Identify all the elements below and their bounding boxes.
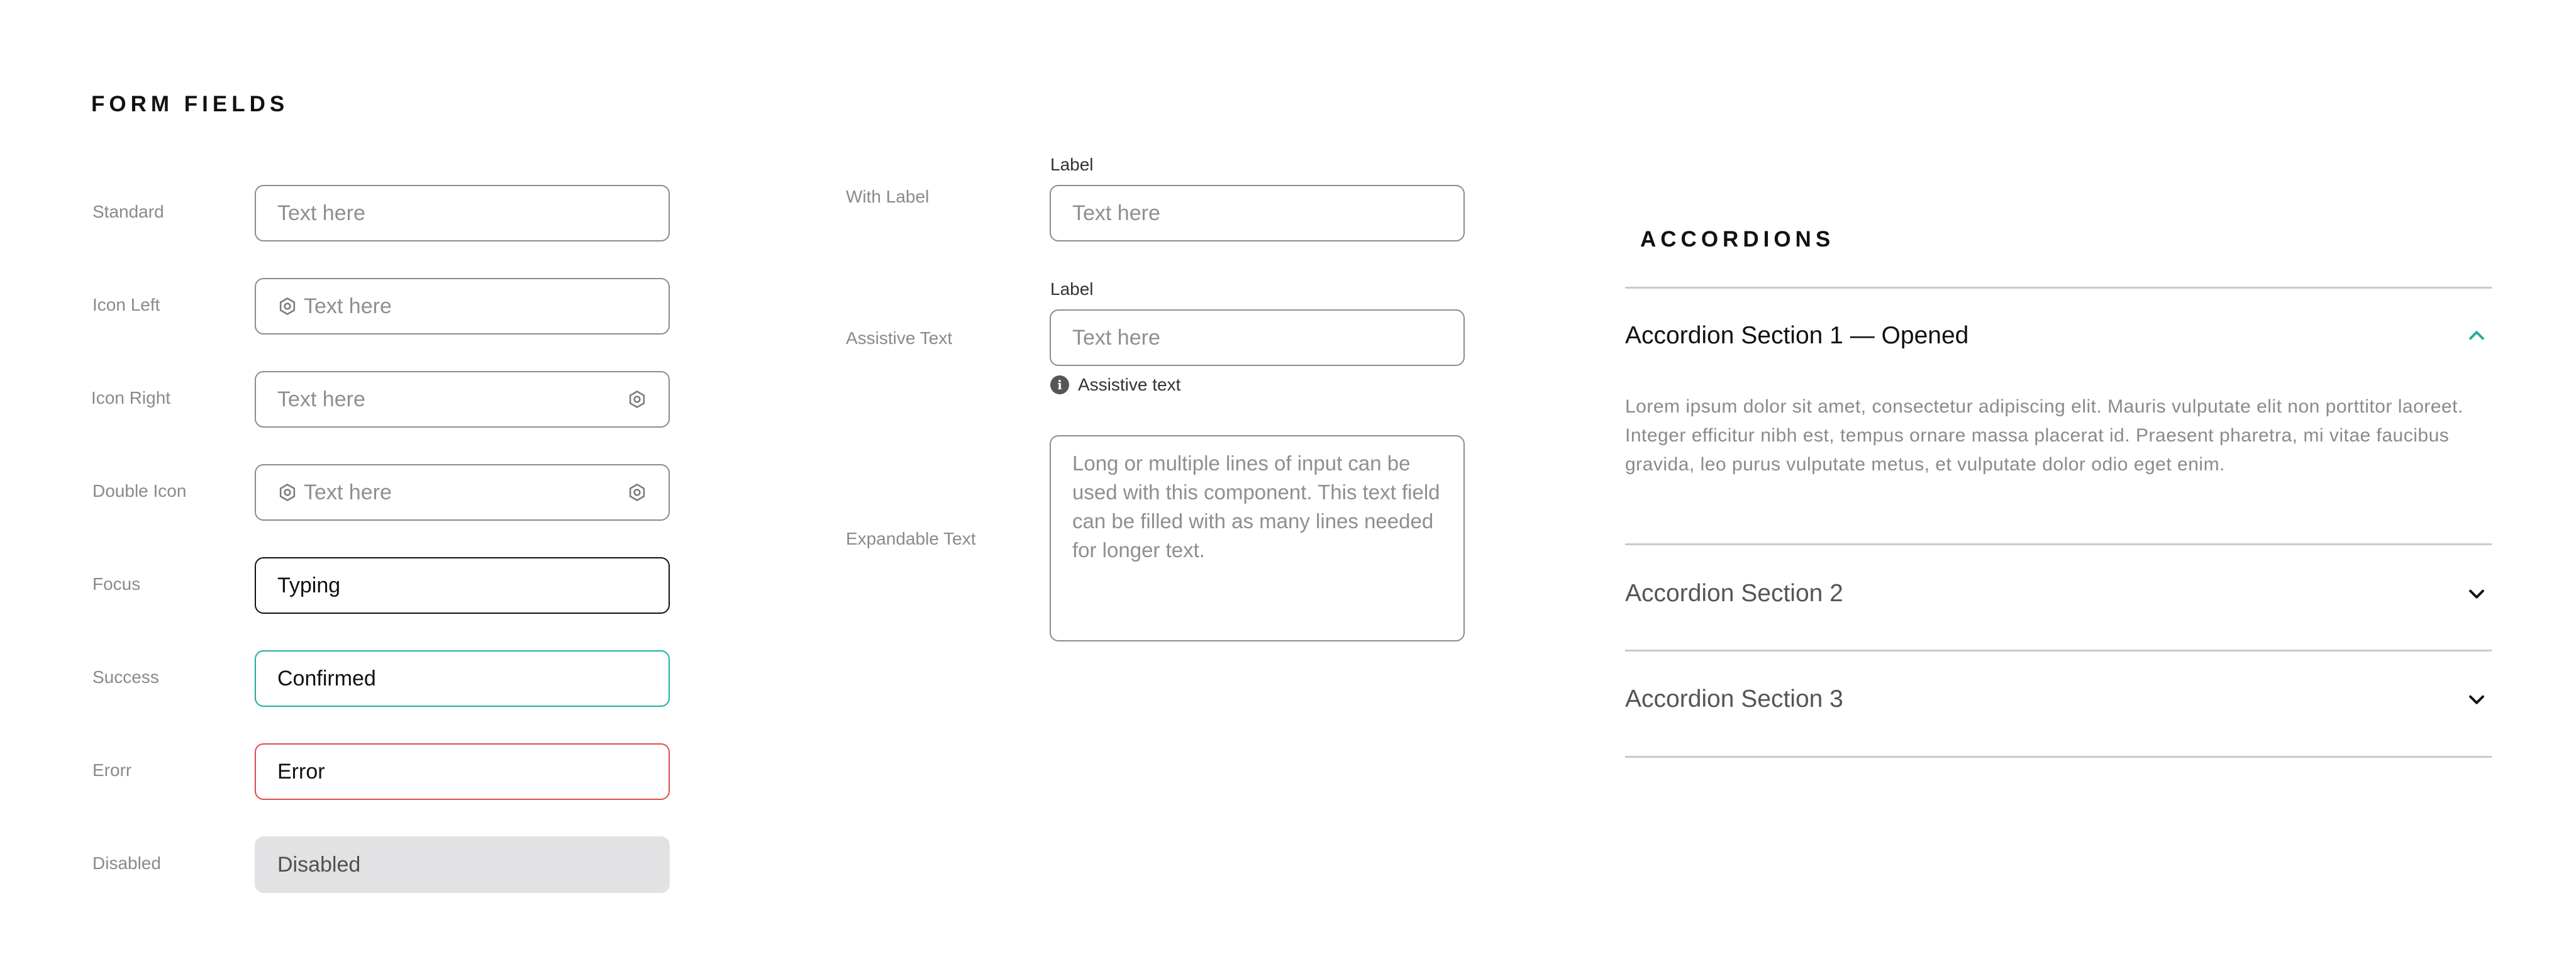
accordion-divider bbox=[1625, 287, 2492, 289]
accordion-section-1-title: Accordion Section 1 — Opened bbox=[1625, 322, 1969, 349]
accordion-section-2-title: Accordion Section 2 bbox=[1625, 580, 1843, 607]
disabled-input-text: Disabled bbox=[277, 852, 361, 877]
icon-left-input-text: Text here bbox=[304, 294, 392, 318]
assistive-input-text: Text here bbox=[1072, 325, 1160, 350]
focus-input[interactable] bbox=[255, 557, 670, 614]
assistive-text bbox=[1050, 375, 1180, 395]
field-label: Label bbox=[1050, 279, 1094, 299]
row-label-with-label: With Label bbox=[846, 187, 930, 206]
row-label-error: Erorr bbox=[92, 760, 132, 780]
row-label-success: Success bbox=[92, 667, 159, 687]
double-icon-input-text: Text here bbox=[304, 480, 392, 504]
settings-hexagon-icon[interactable] bbox=[627, 482, 647, 502]
disabled-input bbox=[255, 836, 670, 893]
accordions-heading: ACCORDIONS bbox=[1640, 227, 1835, 252]
settings-hexagon-icon bbox=[277, 296, 297, 316]
accordion-section-3-title: Accordion Section 3 bbox=[1625, 685, 1843, 713]
error-input[interactable] bbox=[255, 743, 670, 800]
with-label-input[interactable] bbox=[1050, 185, 1465, 241]
accordion-section-3-header[interactable] bbox=[1625, 685, 2492, 713]
accordion-section-1-header[interactable] bbox=[1625, 322, 2492, 350]
row-label-double-icon: Double Icon bbox=[92, 481, 187, 501]
standard-input[interactable] bbox=[255, 185, 670, 241]
chevron-up-icon[interactable] bbox=[2464, 323, 2489, 348]
form-fields-heading: FORM FIELDS bbox=[91, 92, 289, 116]
with-label-input-text: Text here bbox=[1072, 201, 1160, 225]
info-icon: i bbox=[1050, 375, 1069, 394]
row-label-icon-left: Icon Left bbox=[92, 295, 160, 314]
standard-input-text: Text here bbox=[277, 201, 365, 225]
row-label-disabled: Disabled bbox=[92, 853, 161, 873]
row-label-icon-right: Icon Right bbox=[91, 388, 171, 408]
assistive-text-label: Assistive text bbox=[1078, 375, 1181, 394]
icon-right-input[interactable] bbox=[255, 371, 670, 428]
focus-input-text: Typing bbox=[277, 573, 341, 597]
field-label: Label bbox=[1050, 155, 1094, 174]
double-icon-input[interactable] bbox=[255, 464, 670, 521]
settings-hexagon-icon[interactable] bbox=[627, 389, 647, 409]
accordion-divider bbox=[1625, 756, 2492, 758]
icon-left-input[interactable] bbox=[255, 278, 670, 335]
accordion-divider bbox=[1625, 650, 2492, 652]
error-input-text: Error bbox=[277, 759, 325, 784]
accordion-divider bbox=[1625, 543, 2492, 545]
accordion-section-2-header[interactable] bbox=[1625, 580, 2492, 607]
icon-right-input-text: Text here bbox=[277, 387, 365, 411]
settings-hexagon-icon bbox=[277, 482, 297, 502]
assistive-input[interactable] bbox=[1050, 309, 1465, 366]
accordion-section-1-body: Lorem ipsum dolor sit amet, consectetur adipiscing elit. Mauris vulputate elit non porttitor laoreet. Integer efficitur nibh est, tempus ornare massa placerat id. Praesent pharetra, mi vitae faucibus gravida, leo purus vulputate metus, et vulputate dolor odio eget enim. bbox=[1625, 396, 2463, 475]
row-label-assistive-text: Assistive Text bbox=[846, 328, 953, 348]
chevron-down-icon[interactable] bbox=[2464, 581, 2489, 606]
row-label-expandable-text: Expandable Text bbox=[846, 529, 976, 548]
success-input[interactable] bbox=[255, 650, 670, 707]
expandable-textarea[interactable]: Long or multiple lines of input can be used with this component. This text field can be filled with as many lines needed for longer text. bbox=[1050, 435, 1465, 641]
success-input-text: Confirmed bbox=[277, 666, 376, 690]
row-label-standard: Standard bbox=[92, 202, 164, 221]
row-label-focus: Focus bbox=[92, 574, 141, 594]
chevron-down-icon[interactable] bbox=[2464, 687, 2489, 712]
